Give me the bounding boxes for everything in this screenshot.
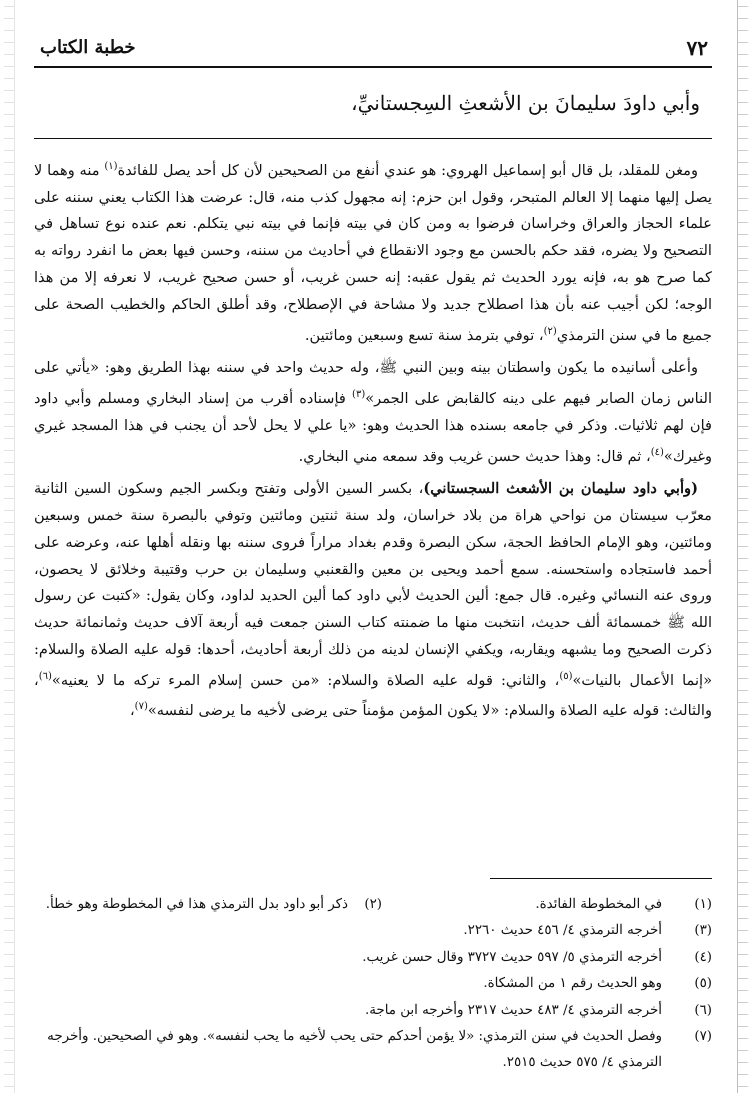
footnote-ref: (٧) <box>134 701 148 713</box>
footnote-ref: (٣) <box>352 389 366 401</box>
footnote-2 <box>34 892 382 918</box>
footnote-ref: (٢) <box>543 325 557 337</box>
footnote-number: (٣) <box>694 923 712 939</box>
footnote-text: أخرجه الترمذي ٥/ ٥٩٧ حديث ٣٧٢٧ وقال حسن غريب. <box>362 949 662 965</box>
footnote-text: أخرجه الترمذي ٤/ ٤٨٣ حديث ٢٣١٧ وأخرجه ابن ماجة. <box>364 1002 662 1018</box>
text-run: ، والثاني: قوله عليه الصلاة والسلام: «من حسن إسلام المرء تركه ما لا يعنيه» <box>51 671 560 689</box>
book-page <box>34 30 712 1080</box>
footnote-6 <box>34 998 712 1024</box>
footnote-ref: (١) <box>104 161 118 172</box>
footnote-row <box>34 892 712 918</box>
footnote-text: وهو الحديث رقم ١ من المشكاة. <box>483 976 662 992</box>
paragraph <box>34 476 712 725</box>
page-binding-edge-right <box>737 0 748 1093</box>
footnote-text: وفصل الحديث في سنن الترمذي: «لا يؤمن أحدكم حتى يحب لأخيه ما يحب لنفسه». وهو في الصحيحين. وأخرجه الترمذي ٤/ ٥٧٥ حديث ٢٥١٥. <box>47 1029 662 1071</box>
matn-text: وأبي داودَ سليمانَ بن الأشعثِ السِجستانيِّ، <box>351 91 700 115</box>
footnote-number: (١) <box>694 897 712 912</box>
footnotes <box>34 892 712 1077</box>
lemma-text: (وأبي داود سليمان بن الأشعث السجستاني) <box>423 480 698 498</box>
footnote-number: (٥) <box>694 976 712 992</box>
footnote-text: أخرجه الترمذي ٤/ ٤٥٦ حديث ٢٢٦٠. <box>463 923 662 939</box>
footnote-text: ذكر أبو داود بدل الترمذي هذا في المخطوطة وهو خطأ. <box>45 897 348 912</box>
footnote-3 <box>34 918 712 944</box>
page-number: ٧٢ <box>686 36 708 60</box>
matn-rule <box>34 138 712 139</box>
footnote-number: (٤) <box>694 949 712 965</box>
commentary-body <box>34 154 712 731</box>
footnote-ref: (٥) <box>559 670 573 682</box>
footnote-5 <box>34 971 712 997</box>
text-run: ، والثالث: قوله عليه الصلاة والسلام: «لا يكون المؤمن مؤمناً حتى يرضى لأخيه ما يرضى لنفسه» <box>34 671 712 720</box>
text-run: ، <box>129 702 135 720</box>
footnote-ref: (٤) <box>650 446 664 458</box>
header-rule <box>34 66 712 68</box>
footnote-number: (٦) <box>694 1002 712 1018</box>
footnote-number: (٧) <box>694 1029 712 1045</box>
text-run: وأعلى أسانيده ما يكون واسطتان بينه وبين النبي ﷺ، وله حديث واحد في سننه بهذا الطريق وهو: «يأتي على الناس زمان الصابر فيهم على دينه كالقابض على الجمر» <box>34 359 712 407</box>
footnote-text: في المخطوطة الفائدة. <box>535 897 662 912</box>
paragraph <box>34 355 712 470</box>
running-header <box>34 34 712 64</box>
text-run: ، ثم قال: وهذا حديث حسن غريب وقد سمعه مني البخاري. <box>298 447 651 465</box>
footnote-1 <box>382 892 712 918</box>
text-run: فإسناده أقرب من إسناد البخاري ومسلم وأبي داود فإن لهم ثلاثيات. وذكر في جامعه بسنده هذا الحديث وهو: «يا علي لا يحل لأحد أن يجنب في هذا المسجد غيري وغيرك» <box>34 389 712 465</box>
page-binding-edge-left <box>4 0 15 1093</box>
paragraph <box>34 154 712 349</box>
text-run: ، بكسر السين الأولى وتفتح وبكسر الجيم وسكون السين الثانية معرّب سيستان من نواحي هراة من بلاد خراسان، ولد سنة ثنتين ومائتين وتوفي بالبصرة سنة خمس وسبعين ومائتين، وهو الإمام الحافظ الحجة، سكن البصرة وقدم بغداد مراراً فروى سننه بها ونقله أهلها عنه، وعرضه على أحمد فاستجاده واستحسنه. سمع أحمد ويحيى بن معين والقعنبي وسليمان بن حرب وقتيبة وخلائق لا يحصون، وروى عنه النسائي وغيره. قال جمع: ألين الحديث لأبي داود كما ألين الحديد لداود، وكان يقول: «كتبت عن رسول الله ﷺ خمسمائة ألف حديث، انتخبت منها ما ضمنته كتاب السنن جمعت فيه أربعة آلاف حديث وثمانمائة حديث ذكرت الصحيح وما يشبهه ويقاربه، ويكفي الإنسان لدينه من ذلك أربعة أحاديث، أحدها: قوله عليه الصلاة والسلام: «إنما الأعمال بالنيات» <box>34 480 713 689</box>
footnote-separator <box>490 878 712 879</box>
footnote-number: (٢) <box>364 897 382 912</box>
footnote-ref: (٦) <box>38 670 52 682</box>
text-run: ، توفي بترمذ سنة تسع وسبعين ومائتين. <box>304 326 544 344</box>
text-run: ومغن للمقلد، بل قال أبو إسماعيل الهروي: هو عندي أنفع من الصحيحين لأن كل أحد يصل للفائدة <box>117 161 698 179</box>
text-run: منه وهما لا يصل إليها منهما إلا العالم المتبحر، وقول ابن حزم: إنه مجهول كذب منه، قال: عرضت هذا الكتاب يعني سننه على علماء الحجاز والعراق وخراسان فرضوا به ومن كان في بيته فإنما في بيته نبي يتكلم. نعم عنده نوع تساهل في التصحيح ولا يضره، فقد حكم بالحسن مع وجود الانقطاع في أحاديث من سننه، وحسن فيها بعض ما انفرد رواته به كما صرح هو به، فإنه يورد الحديث ثم يقول عقبه: إنه حسن غريب، أو حسن صحيح غريب، لا نعرفه إلا من هذا الوجه؛ لكن أجيب عنه بأن هذا اصطلاح جديد ولا مشاحة في الإصطلاح، وقد أطلق الحاكم والخطيب الصحة على جميع ما في سنن الترمذي <box>34 161 712 344</box>
header-title: خطبة الكتاب <box>40 37 136 58</box>
footnote-4 <box>34 945 712 971</box>
footnote-7 <box>34 1024 712 1077</box>
